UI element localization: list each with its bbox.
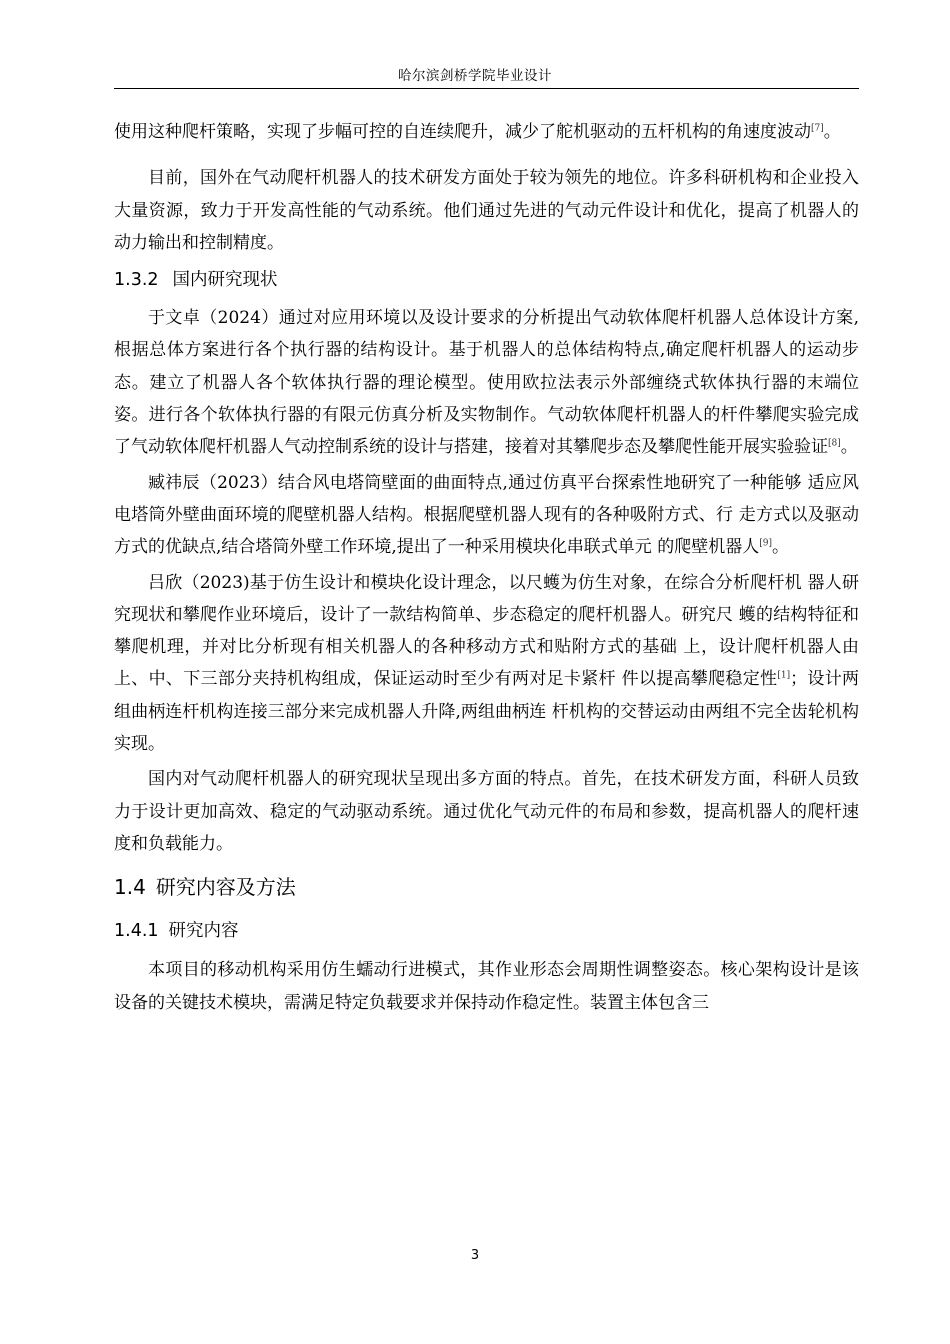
page-header: 哈尔滨剑桥学院毕业设计 <box>398 68 552 84</box>
paragraph-1: 使用这种爬杆策略，实现了步幅可控的自连续爬升，减少了舵机驱动的五杆机构的角速度波动[7]。 <box>114 122 841 142</box>
paragraph-4: 臧祎辰（2023）结合风电塔筒壁面的曲面特点,通过仿真平台探索性地研究了一种能够 适应风电塔筒外壁曲面环境的爬壁机器人结构。根据爬壁机器人现有的各种吸附方式、行 走方式以及驱动方式的优缺点,结合塔筒外壁工作环境,提出了一种采用模块化串联式单元 的爬壁机器人[9]。 <box>114 472 859 558</box>
paragraph-5: 吕欣（2023)基于仿生设计和模块化设计理念，以尺蠖为仿生对象，在综合分析爬杆机 器人研究现状和攀爬作业环境后，设计了一款结构简单、步态稳定的爬杆机器人。研究尺 蠖的结构特征和攀爬机理，并对比分析现有相关机器人的各种移动方式和贴附方式的基础 上，设计爬杆机器人由上、中、下三部分夹持机构组成，保证运动时至少有两对足卡紧杆 件以提高攀爬稳定性[1]；设计两组曲柄连杆机构连接三部分来完成机器人升降,两组曲柄连 杆机构的交替运动由两组不完全齿轮机构实现。 <box>114 572 860 755</box>
page-number: 3 <box>470 1248 480 1263</box>
section-heading-1-3-2: 1.3.2 国内研究现状 <box>114 270 278 291</box>
paragraph-6: 国内对气动爬杆机器人的研究现状呈现出多方面的特点。首先，在技术研发方面，科研人员致力于设计更加高效、稳定的气动驱动系统。通过优化气动元件的布局和参数，提高机器人的爬杆速度和负载能力。 <box>114 769 859 854</box>
citation-1: [1] <box>777 670 791 681</box>
citation-9: [9] <box>759 538 772 549</box>
section-heading-1-4-1: 1.4.1 研究内容 <box>114 921 239 942</box>
document-body <box>114 116 859 1019</box>
paragraph-3: 于文卓（2024）通过对应用环境以及设计要求的分析提出气动软体爬杆机器人总体设计方案,根据总体方案进行各个执行器的结构设计。基于机器人的总体结构特点,确定爬杆机器人的运动步态。建立了机器人各个软体执行器的理论模型。使用欧拉法表示外部缠绕式软体执行器的末端位姿。进行各个软体执行器的有限元仿真分析及实物制作。气动软体爬杆机器人的杆件攀爬实验完成了气动软体爬杆机器人气动控制系统的设计与搭建，接着对其攀爬步态及攀爬性能开展实验验证[8]。 <box>114 308 859 458</box>
citation-7: [7] <box>811 123 824 134</box>
paragraph-7: 本项目的移动机构采用仿生蠕动行进模式，其作业形态会周期性调整姿态。核心架构设计是该设备的关键技术模块，需满足特定负载要求并保持动作稳定性。装置主体包含三 <box>114 960 859 1013</box>
header-divider <box>114 88 859 89</box>
paragraph-2: 目前，国外在气动爬杆机器人的技术研发方面处于较为领先的地位。许多科研机构和企业投入大量资源，致力于开发高性能的气动系统。他们通过先进的气动元件设计和优化，提高了机器人的动力输出和控制精度。 <box>114 168 859 253</box>
citation-8: [8] <box>828 438 841 449</box>
section-heading-1-4: 1.4 研究内容及方法 <box>114 875 296 900</box>
